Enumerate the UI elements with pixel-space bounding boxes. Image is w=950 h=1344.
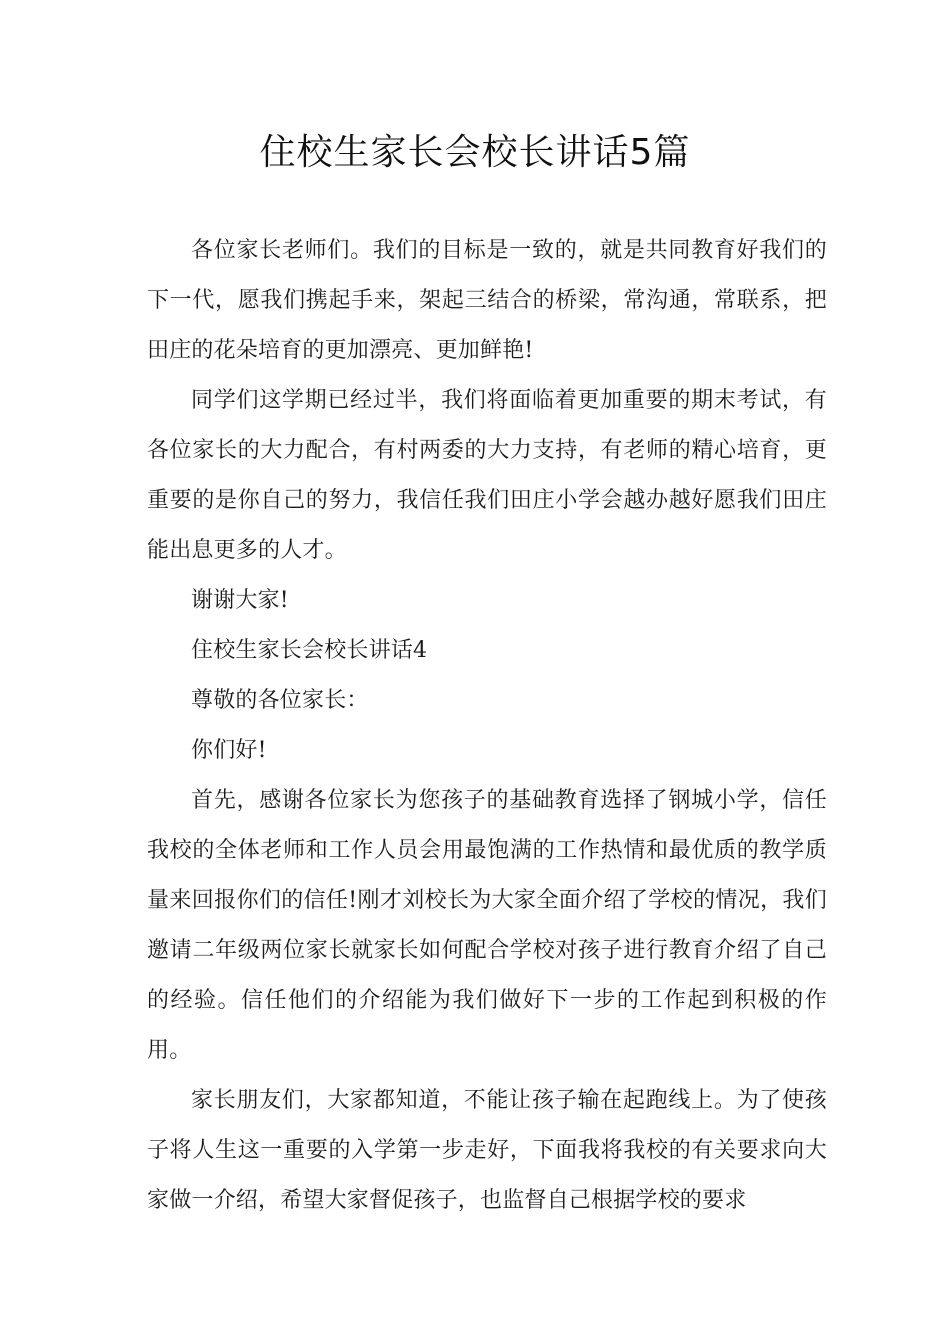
document-title: 住校生家长会校长讲话5篇 bbox=[259, 132, 691, 173]
paragraph: 各位家长老师们。我们的目标是一致的，就是共同教育好我们的下一代，愿我们携起手来，架起三结合的桥梁，常沟通，常联系，把田庄的花朵培育的更加漂亮、更加鲜艳! bbox=[147, 238, 827, 363]
salutation: 尊敬的各位家长： bbox=[191, 688, 369, 713]
paragraph: 谢谢大家! bbox=[191, 588, 289, 613]
greeting: 你们好! bbox=[191, 738, 267, 763]
section-heading: 住校生家长会校长讲话4 bbox=[191, 638, 428, 663]
paragraph: 首先，感谢各位家长为您孩子的基础教育选择了钢城小学，信任我校的全体老师和工作人员会用最饱满的工作热情和最优质的教学质量来回报你们的信任!刚才刘校长为大家全面介绍了学校的情况，我们邀请二年级两位家长就家长如何配合学校对孩子进行教育介绍了自己的经验。信任他们的介绍能为我们做好下一步的工作起到积极的作用。 bbox=[147, 788, 827, 1063]
paragraph: 同学们这学期已经过半，我们将面临着更加重要的期末考试，有各位家长的大力配合，有村两委的大力支持，有老师的精心培育，更重要的是你自己的努力，我信任我们田庄小学会越办越好愿我们田庄能出息更多的人才。 bbox=[147, 388, 827, 563]
paragraph: 家长朋友们，大家都知道，不能让孩子输在起跑线上。为了使孩子将人生这一重要的入学第一步走好，下面我将我校的有关要求向大家做一介绍，希望大家督促孩子，也监督自己根据学校的要求 bbox=[147, 1088, 827, 1213]
document-body bbox=[147, 226, 827, 1226]
